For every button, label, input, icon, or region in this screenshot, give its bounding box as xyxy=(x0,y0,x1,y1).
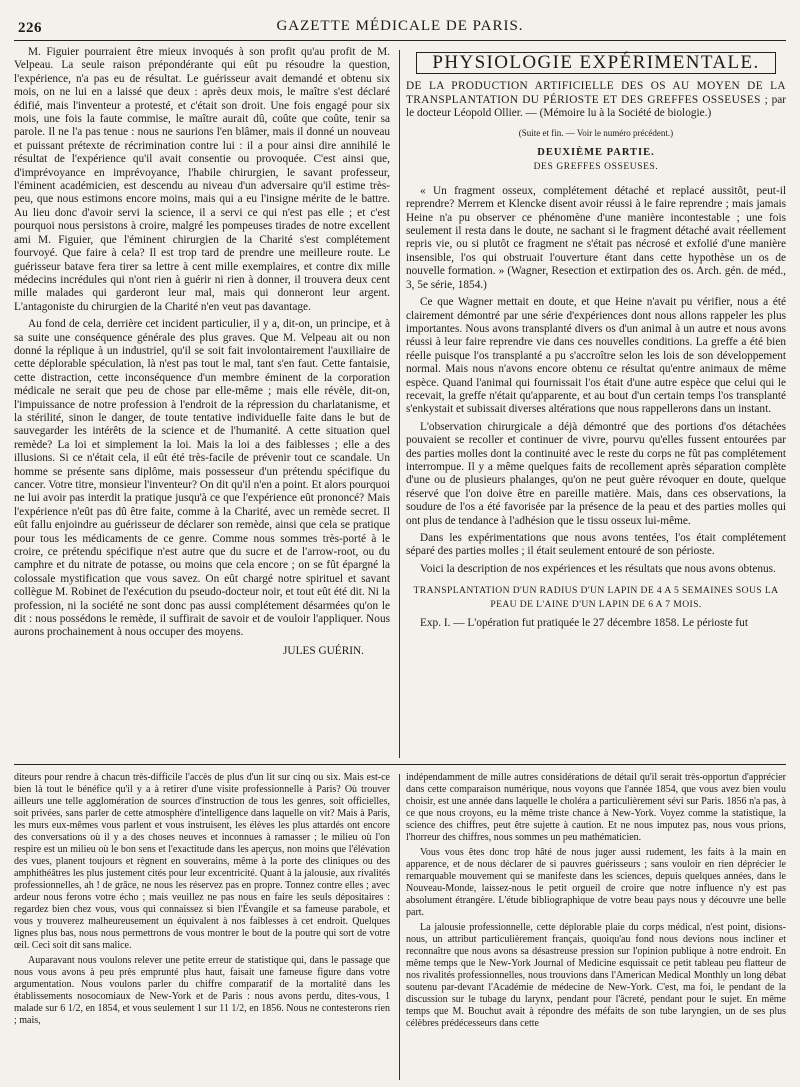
continued-note: (Suite et fin. — Voir le numéro précédent.) xyxy=(518,127,674,138)
feuilleton-separator xyxy=(14,764,786,765)
page-number: 226 xyxy=(18,20,42,36)
physiology-column xyxy=(406,46,786,760)
column-divider xyxy=(399,50,400,758)
feuilleton-area xyxy=(14,772,786,1084)
editorial-paragraph: Au fond de cela, derrière cet incident particulier, il y a, dit-on, un principe, et à sa suite une conséquence générale des plus graves. Que M. Velpeau ait ou non donné la réplique à un industriel, qu'il se soit fait involontairement l'auxiliaire de cette déplorable spéculation, là n'est pas tout le mal, tant s'en faut. Cette fantaisie, cette distraction, cette inconséquence d'un membre éminent de la corporation médicale ne serait que peu de chose par elle-même ; mais elle révèle, dit-on, l'impuissance de notre profession à l'endroit de la répression du charlatanisme, et la stérilité, sinon le danger, de toute tentative individuelle faite dans le but de sauvegarder les intérêts de la science et de l'humanité. A cette situation quel remède? La loi et simplement la loi. Mais la loi a des faiblesses ; elle a des illusions. Si ce n'était cela, il eût été très-facile de prévenir tout ce scandale. Un homme se présente sans diplôme, mais possesseur d'un prétendu spécifique du cancer. Votre titre, monsieur l'inventeur? On dit qu'il n'en a point. Et alors pourquoi ne lui avoir pas interdit la pratique jusqu'à ce que l'expérience eût prononcé? Mais l'expérience n'eût pas dû être faite, comme à la Charité, avec un remède secret. Il eût fallu enjoindre au guérisseur de déclarer son remède, ainsi que cela se pratique pour tous les médicaments de ce genre. Comme nous sommes très-porté à le croire, ce prétendu spécifique n'est autre que du sucre et de l'arrow-root, ou du camphre et du nitrate de potasse, ou moins que cela encore ; on se fût épargné la colossale mystification que vous savez. On eût chargé notre spirituel et savant collègue M. Robinet de l'exécution du pseudo-docteur noir, et tout eût été dit. Ni la profession, ni la société ne sont donc pas aussi complétement désarmées qu'on le dit : nous possédons le remède, il suffirait de savoir et de vouloir l'appliquer. Nous aurons prochainement à nous occuper des moyens. xyxy=(14,318,390,639)
feuilleton-column-divider xyxy=(399,774,400,1080)
article-paragraph: Dans les expérimentations que nous avons tentées, l'os était complétement séparé des parties molles ; il était seulement entouré de son périoste. xyxy=(406,532,786,558)
experiment-line xyxy=(406,617,786,630)
article-title xyxy=(406,80,786,120)
article-title-caps: DE LA PRODUCTION ARTIFICIELLE DES OS AU MOYEN DE LA TRANSPLANTATION DU PÉRIOSTE ET DES GREFFES OSSEUSES ; xyxy=(406,80,786,106)
section-title: PHYSIOLOGIE EXPÉRIMENTALE. xyxy=(432,52,760,73)
running-title: GAZETTE MÉDICALE DE PARIS. xyxy=(276,18,524,34)
experiment-text: — L'opération fut pratiquée le 27 décembre 1858. Le périoste fut xyxy=(453,617,748,630)
article-author: par le docteur Léopold Ollier. — (Mémoire lu à la Société de biologie.) xyxy=(406,93,786,120)
feuilleton-right-column xyxy=(406,772,786,1084)
feuilleton-paragraph: diteurs pour rendre à chacun très-difficile l'accès de plus d'un lit sur cinq ou six. Mais est-ce bien là tout le bénéfice qu'il y a à retirer d'une visite professionnelle à Paris? Où trouver ailleurs une telle agglomération de sources d'instruction de tous les genres, soit officielles, soit privées, sans parler de cette atmosphère d'intelligence dans laquelle on vit? Mais à Paris, les murs eux-mêmes vous parlent et vous instruisent, les élèves les plus attardés ont encore des conversations où il y a des choses neuves et inconnues à ramasser ; le milieu où l'on respire est un milieu où le bon sens et l'exactitude dans les aperçus, non moins que l'élévation des vues, planent toujours et règnent en souverains, même à la porte des cliniques ou des amphithéâtres les plus justement cités pour leur excentricité. Quant à la jalousie, aux rivalités professionnelles, ah ! de grâce, ne nous les réservez pas en propre. Tonnez contre elles ; avec ardeur nous ferons votre écho ; mais veuillez ne pas nous en faire les seuls dépositaires : regardez bien chez vous, vous qui connaissez si bien l'Évangile et sa fameuse parabole, et vous y trouverez malheureusement un équivalent à nos faiblesses à cet endroit. Quelques lignes plus bas, nous nous permettrons de vous montrer le bout de la poutre qui sort de votre œil. Ceci soit dit sans malice. xyxy=(14,772,390,951)
editorial-paragraph: M. Figuier pourraient être mieux invoqués à son profit qu'au profit de M. Velpeau. La seule raison prépondérante qui eût pu résoudre la question, l'expérience, n'a pas eu de résultat. Le guérisseur avait demandé et obtenu six mois, on ne lui en a laissé que deux : après deux mois, le maître s'est déclaré édifié, mais l'inventeur a protesté, et c'était son droit. Une fois engagé pour six mois, une fois la faute commise, le maître aurait dû, coûte que coûte, tenir sa parole. Il ne l'a pas tenue : nous ne saurions l'en blâmer, mais il donné un nouveau et puissant prétexte de récrimination contre lui : il a pour ainsi dire annihilé le résultat de l'expérience qu'il avait consentie ou provoquée. C'est ainsi que, d'imprévoyance en imprévoyance, l'habile chirurgien, le savant professeur, l'éminent académicien, est descendu au niveau d'un adversaire qu'il estime très-peu, que nous estimons encore moins, mais qui a eu l'insigne mérite de le battre. Au lieu donc d'avoir servi la science, il a servi ce qui n'est pas elle ; et c'est pourquoi nous persistons à croire, malgré les pompeuses tirades de notre excellent ami M. Figuier, que l'éminent chirurgien de la Charité s'est complétement fourvoyé. Que faire à cela? Il est trop tard de prendre une meilleure route. Le guérisseur batave fera tirer sa lettre à cent mille exemplaires, et contre dix mille médecins incrédules qui n'ont rien à guérir ni rien à donner, il trouvera deux cent mille malades qui garderont leur mal, mais qui donneront leur argent. L'antagoniste du chirurgien de la Charité n'en veut pas davantage. xyxy=(14,46,390,313)
author-signature: JULES GUÉRIN. xyxy=(283,644,364,657)
feuilleton-paragraph: Vous vous êtes donc trop hâté de nous juger aussi rudement, les faits à la main en apparence, et de nous déclarer de si pauvres guérisseurs ; sans vouloir en rien déprécier le remarquable mouvement qui se manifeste dans les sciences, depuis quelques années, dans le Nouveau-Monde, laissez-nous le petit orgueil de croire que notre influence n'y est pas absolument étrangère. L'étude bibliographique de votre beau pays nous y découvre une belle part. xyxy=(406,847,786,918)
feuilleton-paragraph: Auparavant nous voulons relever une petite erreur de statistique qui, dans le passage que nous vous avons à peu près emprunté plus haut, faisait une fameuse figure dans votre argumentation. Nous voulons parler du chiffre comparatif de la mortalité dans les établissements nosocomiaux de New-York et de Paris : nous avons perdu, dites-vous, 1 malade sur 6 1/2, en 1854, et vous seulement 1 sur 11 1/2, en 1856. Nous ne contesterons rien ; mais, xyxy=(14,955,390,1026)
main-article-area xyxy=(14,46,786,760)
page-header xyxy=(14,14,786,41)
feuilleton-paragraph: La jalousie professionnelle, cette déplorable plaie du corps médical, n'est point, disions-nous, un attribut particulièrement français, quoiqu'au fond nous devions nous incliner et reconnaître que nous avons sa désastreuse pression sur l'opinion publique à notre endroit. En même temps que le New-York Journal of Medicine esquissait ce petit tableau peu flatteur de nos rivalités professionnelles, nous trouvions dans l'American Medical Monthly un long débat soutenu par-devant l'Académie de médecine de New-York. C'est, ma foi, le pendant de la discussion sur le tubage du larynx, pendant pour l'âcreté, pendant pour le sujet. En même temps que M. Bouchut avait à répondre des méfaits de son tube laryngien, un de ses plus célèbres prédécesseurs dans cette xyxy=(406,922,786,1029)
experiment-label: Exp. I. xyxy=(420,617,451,630)
section-title-box xyxy=(416,52,776,74)
experiment-heading: TRANSPLANTATION D'UN RADIUS D'UN LAPIN DE 4 A 5 SEMAINES SOUS LA PEAU DE L'AINE D'UN LAPIN DE 6 A 7 MOIS. xyxy=(413,585,779,610)
feuilleton-paragraph: indépendamment de mille autres considérations de détail qu'il serait très-opportun d'apprécier dans cette comparaison numérique, nous voyons que l'année 1854, que vous avez bien voulu choisir, est une année dans laquelle le choléra a particulièrement sévi sur Paris. 1856 n'a pas, à ce que nous croyons, eu la même triste chance à New-York. Voyez comme la statistique, la science des chiffres, peut être sujette à caution. Et ne nous imputez pas, nous vous prions, l'horreur des chiffres, nous sommes un peu mathématicien. xyxy=(406,772,786,843)
feuilleton-left-column xyxy=(14,772,390,1084)
editorial-column xyxy=(14,46,390,760)
article-paragraph: « Un fragment osseux, complétement détaché et replacé aussitôt, peut-il reprendre? Merrem et Klencke disent avoir réussi à le faire reprendre ; mais jamais Heine n'a pu observer ce phénomène d'une manière incontestable ; une fois seulement il resta dans le doute, ne sachant si le fragment détaché avait réellement repris vie, ou si plutôt ce fragment ne s'était pas nécrosé et exfolié d'une manière insensible, l'os qui obstruait l'ouverture étant dans cette hypothèse un os de nouvelle formation. » (Wagner, Resection et extirpation des os. Arch. gén. de méd., 3, 5e série, 1854.) xyxy=(406,184,786,291)
article-paragraph: L'observation chirurgicale a déjà démontré que des portions d'os détachées pouvaient se recoller et continuer de vivre, pourvu qu'elles fussent entourées par des parties molles dont la continuité avec le reste du corps ne fût pas complétement interrompue. Il y a même quelques faits de recollement après séparation complète d'une ou de plusieurs phalanges, qu'on ne peut guère révoquer en doute, quelque réservé que l'on doive être en pareille matière. Mais, dans ces observations, la soudure de l'os a été favorisée par la présence de la peau et des parties molles qui ont plus de tendance à l'adhésion que le tissu osseux lui-même. xyxy=(406,420,786,527)
part-subtitle: DES GREFFES OSSEUSES. xyxy=(533,162,659,173)
article-paragraph: Ce que Wagner mettait en doute, et que Heine n'avait pu vérifier, nous a été clairement démontré par une série d'expériences dont nous allons rappeler les plus importantes. Nous avons transplanté divers os d'un animal à un autre et nous avons réussi à leur faire reprendre vie dans ces nouvelles conditions. La greffe a été bien réelle puisque l'os transplanté a pu s'accroître selon les lois de son développement normal. Mais nous n'avons encore obtenu ce résultat qu'entre animaux de même espèce. Quand l'animal qui fournissait l'os était d'une autre espèce que celui qui le recevait, la greffe n'était qu'apparente, et au bout d'un certain temps l'os transplanté s'enkystait et subissait diverses altérations que nous rappellerons dans un instant. xyxy=(406,296,786,416)
article-paragraph: Voici la description de nos expériences et les résultats que nous avons obtenus. xyxy=(420,562,776,575)
part-title: DEUXIÈME PARTIE. xyxy=(537,147,655,159)
